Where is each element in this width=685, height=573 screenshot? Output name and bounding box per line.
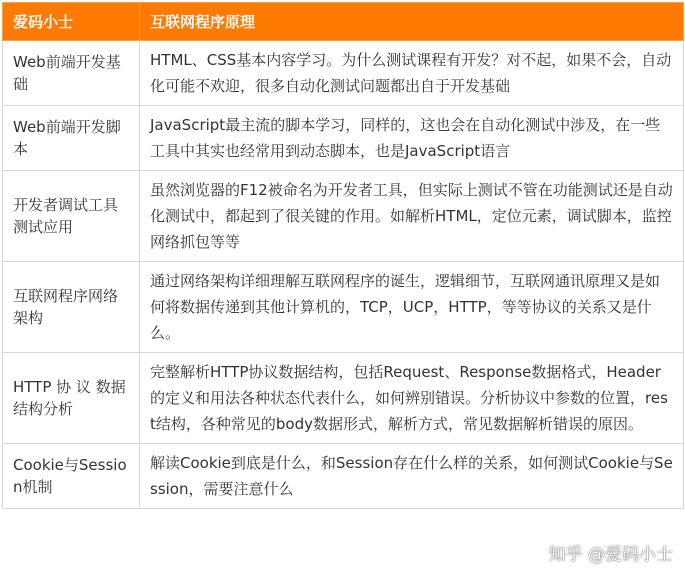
row-description: 完整解析HTTP协议数据结构，包括Request、Response数据格式，Header的定义和用法各种状态代表什么，如何辨别错误。分析协议中参数的位置，rest结构，各种常见的body数据形式，解析方式，常见数据解析错误的原因。 — [140, 353, 684, 444]
row-topic: Cookie与Session机制 — [3, 444, 140, 509]
row-topic: Web前端开发基础 — [3, 41, 140, 106]
table-row — [3, 444, 684, 509]
table-row — [3, 171, 684, 262]
table-header-row — [3, 3, 684, 41]
row-topic: Web前端开发脚本 — [3, 106, 140, 171]
row-description: 通过网络架构详细理解互联网程序的诞生，逻辑细节，互联网通讯原理又是如何将数据传递到其他计算机的，TCP，UCP，HTTP，等等协议的关系又是什么。 — [140, 262, 684, 353]
header-col-title: 互联网程序原理 — [140, 3, 684, 41]
row-description: 解读Cookie到底是什么，和Session存在什么样的关系，如何测试Cookie与Session，需要注意什么 — [140, 444, 684, 509]
row-description: 虽然浏览器的F12被命名为开发者工具，但实际上测试不管在功能测试还是自动化测试中，都起到了很关键的作用。如解析HTML，定位元素，调试脚本，监控网络抓包等等 — [140, 171, 684, 262]
row-topic: 开发者调试工具测试应用 — [3, 171, 140, 262]
row-topic: HTTP 协 议 数据结构分析 — [3, 353, 140, 444]
header-col-author: 爱码小士 — [3, 3, 140, 41]
row-topic: 互联网程序网络架构 — [3, 262, 140, 353]
table-row — [3, 262, 684, 353]
table-row — [3, 353, 684, 444]
curriculum-table — [2, 2, 684, 509]
table-row — [3, 106, 684, 171]
table-row — [3, 41, 684, 106]
row-description: HTML、CSS基本内容学习。为什么测试课程有开发？对不起，如果不会，自动化可能不欢迎，很多自动化测试问题都出自于开发基础 — [140, 41, 684, 106]
zhihu-watermark: 知乎 @爱码小士 — [548, 545, 673, 565]
row-description: JavaScript最主流的脚本学习，同样的，这也会在自动化测试中涉及，在一些工具中其实也经常用到动态脚本，也是JavaScript语言 — [140, 106, 684, 171]
